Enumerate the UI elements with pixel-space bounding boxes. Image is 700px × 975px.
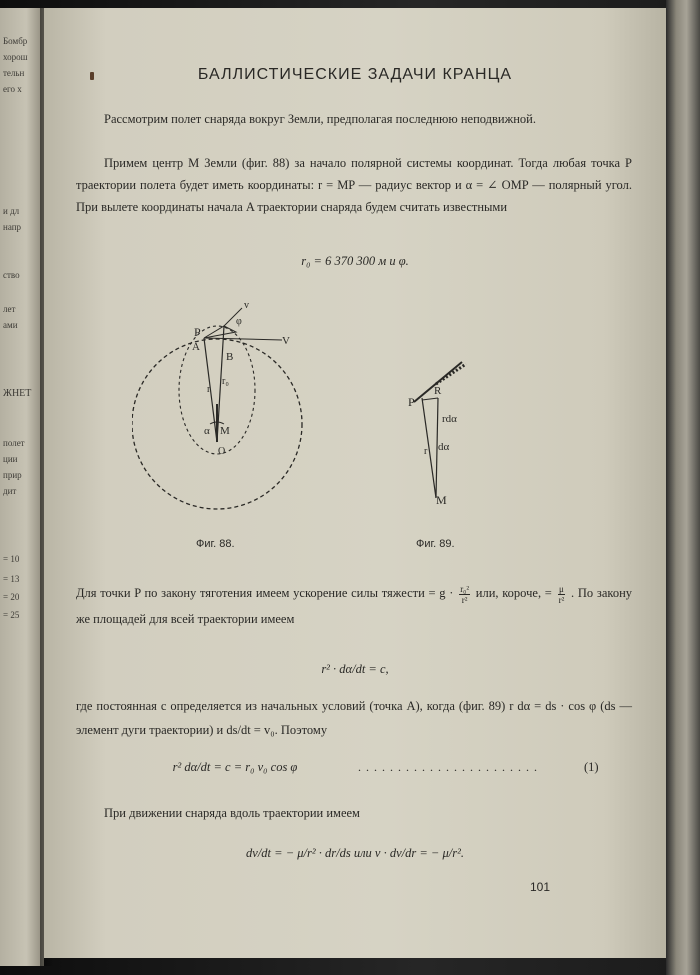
left-page-fragment: и дл <box>3 206 20 216</box>
figure-88-diagram <box>132 294 322 524</box>
gravity-text-a: Для точки P по закону тяготения имеем ускорение силы тяжести = g · <box>76 586 454 600</box>
page-number: 101 <box>530 880 551 894</box>
label-r0: r₀ <box>222 376 229 387</box>
label-M: M <box>436 493 447 507</box>
label-B: B <box>226 351 234 363</box>
left-page-fragment: ЖНЕТ <box>3 388 32 399</box>
label-P: P <box>408 395 415 409</box>
left-page-fragment: = 10 <box>3 554 20 564</box>
gravity-text-b: или, короче, = <box>475 586 552 600</box>
fraction-r0-over-r <box>459 584 470 605</box>
label-P: P <box>194 325 201 339</box>
fraction-mu-over-r <box>558 584 566 605</box>
fraction-numerator: μ <box>559 583 564 594</box>
left-page-fragment: дит <box>3 486 17 496</box>
formula-1: r² dα/dt = c = r₀ v₀ cos φ <box>172 760 298 774</box>
leader-dots: . . . . . . . . . . . . . . . . . . . . . . . <box>358 760 538 774</box>
label-alpha: α <box>204 425 210 437</box>
paragraph-intro: Рассмотрим полет снаряда вокруг Земли, предполагая последнюю неподвижной. <box>104 112 536 126</box>
left-page-fragment: его х <box>3 84 22 94</box>
paragraph-gravity <box>76 580 632 632</box>
left-page-fragment: тельн <box>3 68 25 78</box>
left-page-fragment: полет <box>3 438 25 448</box>
left-page-fragment: ами <box>3 320 18 330</box>
left-page-fragment: напр <box>3 222 22 232</box>
arc-element-line <box>422 398 438 400</box>
left-page-fragment: ции <box>3 454 18 464</box>
label-V: V <box>282 335 290 347</box>
left-page-fragment: хорош <box>3 52 28 62</box>
left-page-fragment: ство <box>3 270 20 280</box>
velocity-arrow <box>436 364 466 384</box>
paragraph-initial-conditions: где постоянная c определяется из начальных условий (точка A), когда (фиг. 89) r dα = ds · cos φ (ds — элемент дуги траектории) и ds/dt = v₀. Поэтому <box>76 699 632 737</box>
label-v: v <box>244 300 249 311</box>
left-page-edge <box>0 8 44 966</box>
equation-number: (1) <box>584 760 599 774</box>
label-r: r <box>207 384 211 395</box>
tangent-line <box>204 338 282 340</box>
label-A: A <box>192 341 200 353</box>
label-phi: φ <box>236 316 242 327</box>
left-page-fragment: = 25 <box>3 610 20 620</box>
paragraph-motion: При движении снаряда вдоль траектории имеем <box>104 806 360 820</box>
left-page-fragment: = 13 <box>3 574 20 584</box>
formula-r0: r₀ = 6 370 300 м и φ. <box>301 254 409 268</box>
fraction-denominator: r² <box>461 594 468 605</box>
running-header: БАЛЛИСТИЧЕСКИЕ ЗАДАЧИ КРАНЦА <box>197 66 513 83</box>
left-page-fragment: = 20 <box>3 592 20 602</box>
right-page-edge <box>666 0 700 975</box>
formula-area-law: r² · dα/dt = c, <box>321 662 389 676</box>
label-O: O <box>218 446 226 457</box>
left-page-fragment: лет <box>3 304 16 314</box>
label-R: R <box>434 385 442 397</box>
label-da: dα <box>438 441 450 453</box>
label-r: r <box>424 446 428 457</box>
fraction-numerator: r₀² <box>460 583 470 594</box>
left-page-fragment: Бомбр <box>3 36 28 46</box>
figure-88-caption: Фиг. 88. <box>196 538 235 550</box>
paragraph-coordinates: Примем центр M Земли (фиг. 88) за начало полярной системы координат. Тогда любая точка P траектории полета будет иметь координаты: r = MP — радиус вектор и α = ∠ OMP — полярный угол. При вылете координаты начала A траектории снаряда будем считать известными <box>76 156 632 214</box>
book-page <box>44 8 666 958</box>
figure-89-caption: Фиг. 89. <box>416 538 455 550</box>
figure-89-diagram <box>394 358 484 508</box>
left-page-fragment: прир <box>3 470 22 480</box>
formula-motion: dv/dt = − μ/r² · dr/ds или v · dv/dr = − μ/r². <box>246 846 464 860</box>
gravity-text-c: . По закону же площадей для всей траектории имеем <box>76 586 633 626</box>
label-rda: rdα <box>442 413 457 425</box>
label-M: M <box>220 425 230 437</box>
fraction-denominator: r² <box>558 594 565 605</box>
